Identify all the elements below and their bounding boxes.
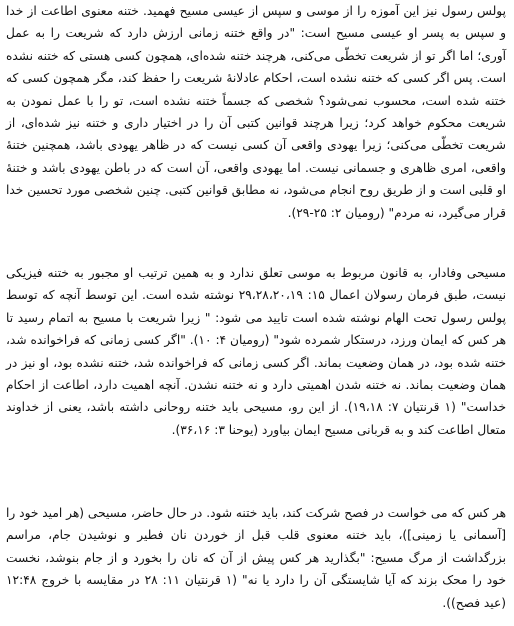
paragraph-faithful-christian: مسیحی وفادار، به قانون مربوط به موسی تعلق ندارد و به همین ترتیب او مجبور به ختنه فیزیکی نیست، طبق فرمان رسولان اعمال ۱۵: ۲۹،۲۸،۲۰،۱۹ نوشته شده است. این توسط آنچه که توسط پولس رسول تحت الهام نوشته شده است تایید می شود: " زیرا شریعت با مسیح به اتمام رسید تا هر کس که ایمان ورزد، درستکار شمرده شود" (رومیان ۴: ۱۰). "اگر کسی زمانی که فراخوانده شد، ختنه شده بود، در همان وضعیت بماند. اگر کسی زمانی که فراخوانده شد، ختنه نشده بود، او نیز در همان وضعیت بماند. نه ختنه شدن اهمیتی دارد و نه ختنه نشدن. آنچه اهمیت دارد، اطاعت از احکام خداست" (۱ قرنتیان ۷: ۱۹،۱۸). از این رو، مسیحی باید ختنه روحانی داشته باشد، یعنی از خداوند متعال اطاعت کند و به قربانی مسیح ایمان بیاورد (یوحنا ۳: ۳۶،۱۶). (6, 266, 507, 437)
paragraph-spiritual-circumcision: پولس رسول نیز این آموزه را از موسی و سپس از عیسی مسیح فهمید. ختنه معنوی اطاعت از خدا و سپس به پسر او عیسی مسیح است: "در واقع ختنه زمانی ارزش دارد که شریعت را به عمل آوری؛ اما اگر تو از شریعت تخطّی می‌کنی، هرچند ختنه شده‌ای، همچون کسی هستی که ختنه نشده است. پس اگر کسی که ختنه نشده است، احکام عادلانهٔ شریعت را حفظ کند، مگر همچون کسی که ختنه شده است، محسوب نمی‌شود؟ شخصی که جسماً ختنه نشده است، تو را با عمل نمودن به شریعت محکوم خواهد کرد؛ زیرا هرچند قوانین کتبی آن را در اختیار داری و ختنه نیز شده‌ای، از شریعت تخطّی می‌کنی؛ زیرا یهودی واقعی آن کسی نیست که در ظاهر یهودی باشد، همچنین ختنهٔ واقعی، امری ظاهری و جسمانی نیست. اما یهودی واقعی، آن است که در باطن یهودی باشد و ختنهٔ او قلبی است و از طریق روح انجام می‌شود، نه مطابق قوانین کتبی. چنین شخصی مورد تحسین خدا قرار می‌گیرد، نه مردم" (رومیان ۲: ۲۵-۲۹). (6, 4, 506, 220)
paragraph-passover: هر کس که می خواست در فصح شرکت کند، باید ختنه شود. در حال حاضر، مسیحی (هر امید خود را [آسمانی یا زمینی])، باید ختنه معنوی قلب قبل از خوردن نان فطیر و نوشیدن جام، مراسم بزرگداشت از مرگ مسیح: "بگذارید هر کس پیش از آن که نان را بخورد و از جام بنوشد، نخست خود را محک بزند که آیا شایستگی آن را دارد یا نه" (۱ قرنتیان ۱۱: ۲۸ در مقایسه با خروج ۱۲:۴۸ (عید فصح)). (6, 506, 506, 610)
